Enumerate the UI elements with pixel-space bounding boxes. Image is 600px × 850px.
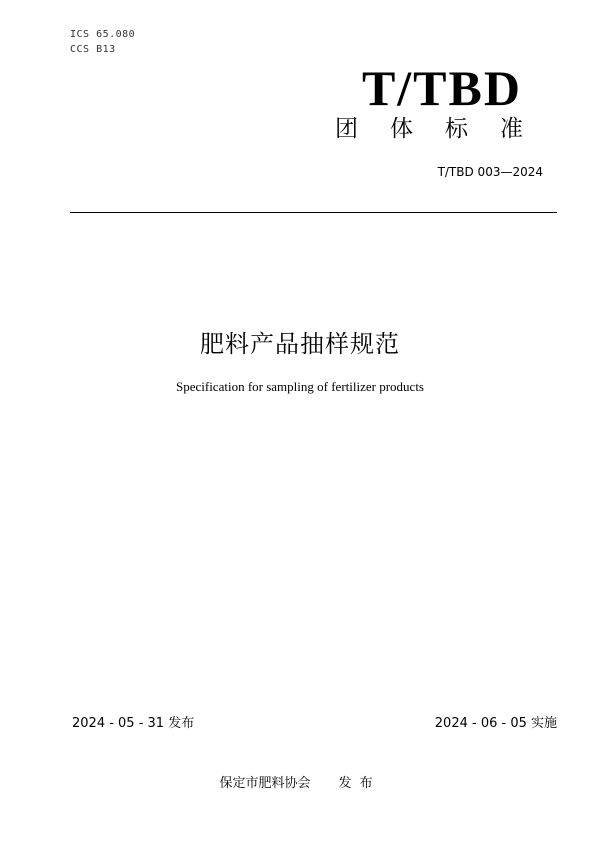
standard-number: T/TBD 003—2024 [437, 165, 543, 179]
document-title-chinese: 肥料产品抽样规范 [200, 330, 400, 358]
implementation-date: 2024 - 06 - 05 实施 [434, 716, 557, 731]
standard-brand-logo: T/TBD [361, 60, 522, 116]
document-title-english: Specification for sampling of fertilizer products [175, 379, 424, 394]
standard-type-label: 团体标准 [335, 116, 555, 142]
issuer-name: 保定市肥料协会 [219, 776, 311, 791]
issuer-line [0, 775, 600, 793]
publish-date: 2024 - 05 - 31 发布 [72, 716, 195, 731]
header-divider [70, 212, 557, 213]
ics-code: ICS 65.080 [70, 29, 136, 40]
issuer-action: 发布 [338, 776, 381, 791]
ccs-code: CCS B13 [70, 44, 116, 55]
